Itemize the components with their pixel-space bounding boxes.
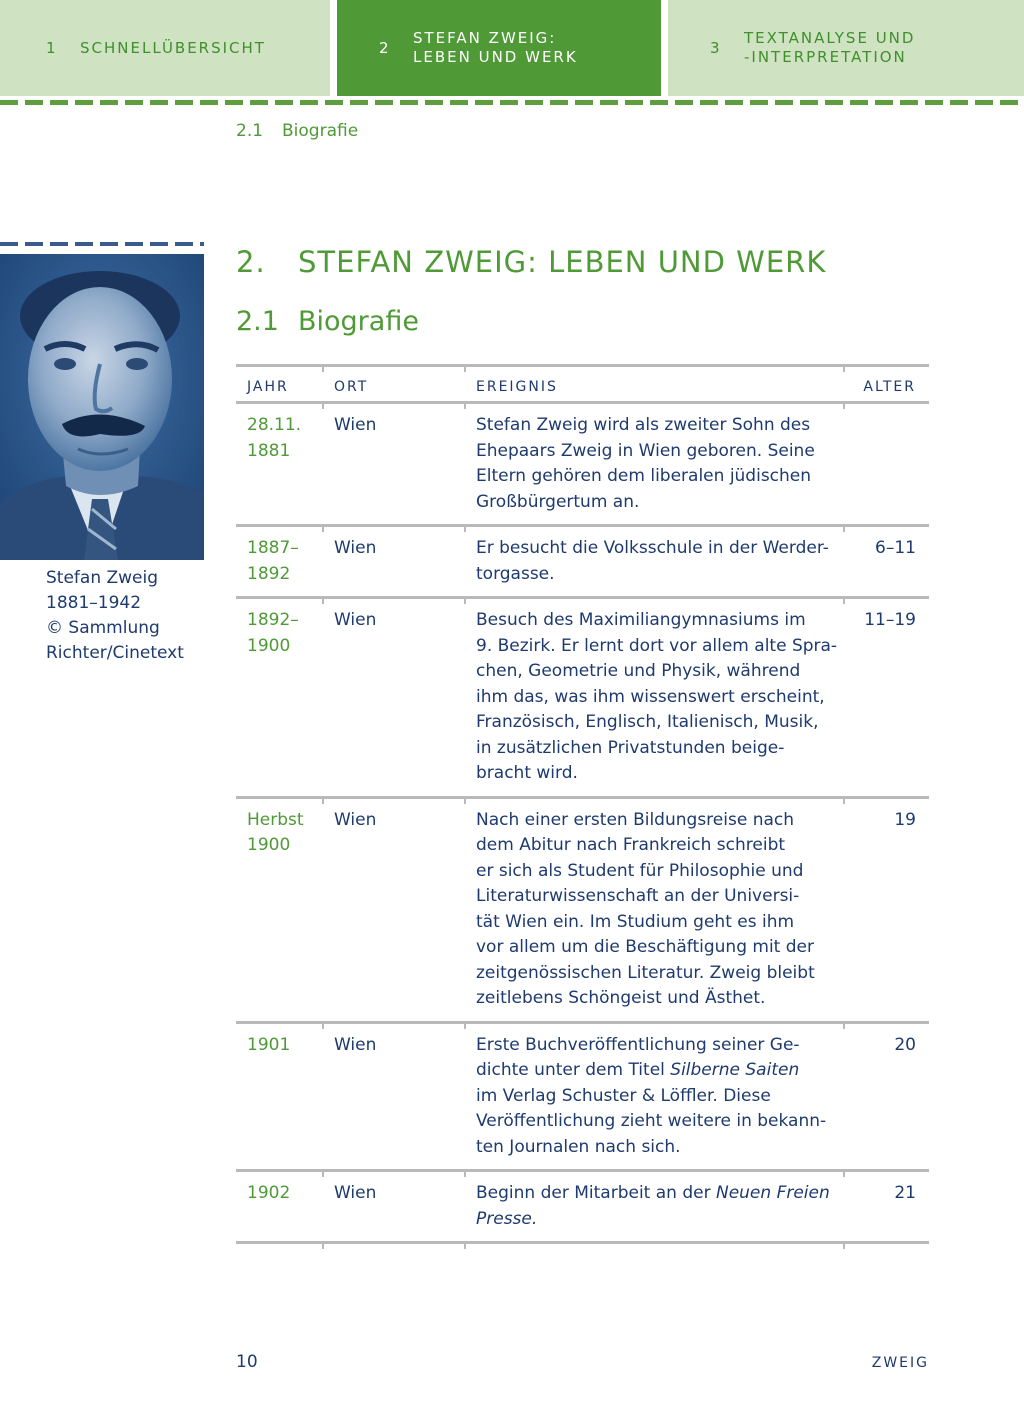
cell-ereignis-line: bracht wird. (476, 763, 578, 783)
cell-ereignis (476, 1181, 836, 1232)
cell-jahr-line: 1900 (247, 635, 291, 656)
tab-schnelluebersicht[interactable] (0, 0, 330, 96)
breadcrumb-label: Biografie (282, 121, 359, 141)
section-number: 2.1 (236, 306, 279, 337)
table-row (236, 404, 929, 524)
cell-ereignis-line: zeitgenössischen Literatur. Zweig bleibt (476, 962, 815, 983)
cell-jahr (247, 808, 327, 859)
cell-alter: 6–11 (875, 538, 916, 558)
cell-ort: Wien (334, 809, 377, 830)
cell-ereignis-line: Besuch des Maximiliangymnasiums im (476, 610, 806, 630)
table-rule (236, 1241, 929, 1244)
page-number: 10 (236, 1352, 258, 1372)
cell-alter: 20 (894, 1034, 916, 1055)
header-alter: ALTER (863, 379, 916, 395)
tab-label-line: SCHNELLÜBERSICHT (80, 38, 266, 57)
cell-ereignis-line: im Verlag Schuster & Löffler. Diese (476, 1085, 771, 1106)
cell-ort: Wien (334, 538, 377, 558)
table-row (236, 799, 929, 1021)
table-row (236, 599, 929, 796)
cell-ereignis-line: torgasse. (476, 563, 555, 584)
tab-number: 1 (46, 38, 58, 57)
cell-ereignis-line: in zusätzlichen Privatstunden beige- (476, 737, 785, 758)
cell-ereignis-line: ihm das, was ihm wissenswert erscheint, (476, 686, 825, 707)
cell-ereignis-line: Erste Buchveröffentlichung seiner Ge- (476, 1034, 800, 1055)
section-title (236, 306, 419, 337)
tab-label (744, 29, 915, 67)
cell-ereignis (476, 536, 836, 587)
cell-ereignis-line: Nach einer ersten Bildungsreise nach (476, 809, 795, 830)
cell-jahr (247, 1033, 327, 1059)
breadcrumb (236, 121, 358, 141)
cell-ereignis-line: Großbürgertum an. (476, 491, 640, 512)
header-ort: ORT (334, 379, 369, 395)
cell-ereignis-line: ten Journalen nach sich. (476, 1136, 681, 1157)
cell-ereignis-line: tät Wien ein. Im Studium geht es ihm (476, 911, 795, 932)
tab-label-line: -INTERPRETATION (744, 48, 907, 66)
tab-leben-und-werk[interactable] (337, 0, 661, 96)
cell-ereignis-line: dichte unter dem Titel Silberne Saiten (476, 1060, 800, 1080)
cell-ereignis-line: Literaturwissenschaft an der Universi- (476, 886, 800, 906)
cell-jahr (247, 608, 327, 659)
portrait-photo (0, 254, 204, 560)
tab-label (80, 39, 266, 58)
cell-alter: 21 (894, 1183, 916, 1203)
cell-jahr (247, 536, 327, 587)
biography-table (236, 364, 929, 1244)
chapter-title-text: STEFAN ZWEIG: LEBEN UND WERK (298, 245, 827, 279)
table-header-row (236, 367, 929, 401)
tab-textanalyse[interactable] (668, 0, 1024, 96)
cell-ereignis-line: vor allem um die Beschäftigung mit der (476, 937, 814, 957)
footer-brand: ZWEIG (871, 1355, 929, 1371)
cell-ereignis-line: Französisch, Englisch, Italienisch, Musik, (476, 712, 819, 732)
caption-line: 1881–1942 (46, 593, 142, 613)
section-title-text: Biografie (298, 306, 419, 337)
tab-number: 3 (710, 38, 722, 57)
cell-jahr-line: 1902 (247, 1183, 291, 1203)
cell-jahr-line: 1881 (247, 440, 291, 461)
tab-label-line: LEBEN UND WERK (413, 48, 578, 66)
tab-divider (0, 100, 1024, 105)
photo-caption (46, 566, 206, 666)
tab-label-line: STEFAN ZWEIG: (413, 29, 557, 47)
cell-ereignis (476, 1033, 836, 1161)
cell-ereignis-line: er sich als Student für Philosophie und (476, 860, 804, 881)
cell-ereignis-line: chen, Geometrie und Physik, während (476, 661, 801, 681)
cell-ereignis-line: zeitlebens Schöngeist und Ästhet. (476, 988, 766, 1008)
cell-ort: Wien (334, 1183, 377, 1203)
cell-ereignis-line: 9. Bezirk. Er lernt dort vor allem alte Spra- (476, 635, 838, 656)
cell-jahr-line: 28.11. (247, 415, 302, 435)
cell-ereignis-line: Beginn der Mitarbeit an der Neuen Freien (476, 1183, 830, 1203)
cell-alter: 11–19 (864, 610, 916, 630)
cell-ereignis-line: Veröffentlichung zieht weitere in bekann- (476, 1111, 827, 1131)
table-row (236, 1172, 929, 1241)
caption-line: © Sammlung (46, 618, 160, 638)
caption-line: Stefan Zweig (46, 568, 159, 588)
cell-ort: Wien (334, 610, 377, 630)
cell-ereignis-line: Eltern gehören dem liberalen jüdischen (476, 466, 812, 486)
cell-jahr-line: 1887– (247, 538, 299, 558)
tab-label (413, 29, 578, 67)
header-jahr: JAHR (247, 379, 289, 395)
cell-jahr (247, 1181, 327, 1207)
tab-label-line: TEXTANALYSE UND (744, 29, 916, 47)
caption-line: Richter/Cinetext (46, 643, 184, 663)
cell-ereignis (476, 608, 836, 787)
cell-ereignis (476, 808, 836, 1012)
chapter-tabs (0, 0, 1024, 96)
cell-ereignis-line: Stefan Zweig wird als zweiter Sohn des (476, 415, 811, 435)
cell-jahr (247, 413, 327, 464)
cell-jahr-line: Herbst (247, 809, 304, 830)
cell-ort: Wien (334, 415, 377, 435)
cell-jahr-line: 1892– (247, 610, 299, 630)
cell-ereignis-line: Presse. (476, 1208, 538, 1229)
cell-alter: 19 (894, 809, 916, 830)
cell-jahr-line: 1901 (247, 1034, 291, 1055)
cell-ereignis-line: dem Abitur nach Frankreich schreibt (476, 835, 786, 855)
cell-ereignis (476, 413, 836, 515)
chapter-title (236, 245, 826, 279)
tab-number: 2 (379, 38, 391, 57)
cell-ort: Wien (334, 1034, 377, 1055)
cell-ereignis-line: Ehepaars Zweig in Wien geboren. Seine (476, 440, 815, 461)
table-row (236, 1024, 929, 1170)
cell-ereignis-line: Er besucht die Volksschule in der Werder- (476, 538, 829, 558)
cell-jahr-line: 1900 (247, 835, 291, 855)
table-row (236, 527, 929, 596)
table-body (236, 401, 929, 1244)
header-ereignis: EREIGNIS (476, 379, 558, 395)
chapter-number: 2. (236, 245, 266, 279)
cell-jahr-line: 1892 (247, 563, 291, 584)
breadcrumb-number: 2.1 (236, 121, 264, 141)
sidebar-divider (0, 242, 204, 246)
